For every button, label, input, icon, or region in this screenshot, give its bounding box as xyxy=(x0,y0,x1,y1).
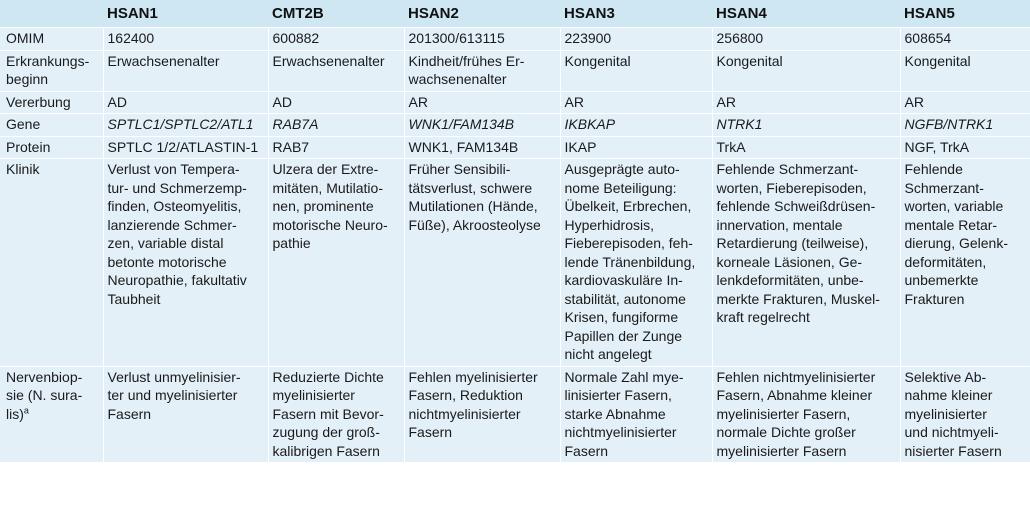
cell-text-line: nicht angelegt xyxy=(564,346,652,362)
cell-text-line: NGF, TrkA xyxy=(904,138,970,155)
cell-text-line: lenkdeformitäten, unbe- xyxy=(716,272,864,288)
cell-text-line: motorische Neuro- xyxy=(272,216,388,233)
table-cell xyxy=(103,28,268,51)
table-cell xyxy=(712,114,900,137)
cell-text-line: mitäten, Mutilatio- xyxy=(272,179,383,196)
cell-text-line: Papillen der Zunge xyxy=(564,327,683,344)
table-cell xyxy=(712,136,900,159)
cell-text-line: AR xyxy=(904,93,924,110)
cell-text-line: merkte Frakturen, Muskel- xyxy=(716,290,880,307)
column-header: HSAN4 xyxy=(716,4,767,22)
table-cell xyxy=(900,50,1030,91)
table-cell xyxy=(900,28,1030,51)
cell-text-line: Neuropathie, fakultativ xyxy=(107,272,247,288)
table-cell xyxy=(103,366,268,462)
row-label xyxy=(0,114,103,137)
table-cell xyxy=(560,50,712,91)
table-cell xyxy=(103,91,268,114)
row-label xyxy=(0,28,103,51)
table-row xyxy=(0,366,1030,462)
row-label-line: OMIM xyxy=(6,30,45,46)
table-cell xyxy=(900,91,1030,114)
cell-text-line: tätsverlust, schwere xyxy=(408,179,533,196)
cell-text-line: Mutilationen (Hände, xyxy=(408,198,538,214)
cell-text-line: 162400 xyxy=(107,30,155,46)
cell-text-line: NGFB/NTRK1 xyxy=(904,116,994,132)
header-row xyxy=(0,0,1030,28)
table-cell xyxy=(103,136,268,159)
cell-text-line: SPTLC 1/2/ATLASTIN-1 xyxy=(107,138,259,155)
cell-text-line: starke Abnahme xyxy=(564,405,666,422)
cell-text-line: Fehlende Schmerzant- xyxy=(716,161,859,177)
cell-text-line: Krisen, fungiforme xyxy=(564,309,679,325)
table-cell xyxy=(103,50,268,91)
row-label xyxy=(0,50,103,91)
table-cell xyxy=(900,136,1030,159)
cell-text-line: fehlende Schweißdrüsen- xyxy=(716,198,876,214)
cell-text-line: Fehlen myelinisierter xyxy=(408,368,538,385)
table-cell xyxy=(268,50,404,91)
cell-text-line: Reduzierte Dichte xyxy=(272,368,384,385)
cell-text-line: AD xyxy=(107,93,127,110)
table-cell xyxy=(900,366,1030,462)
cell-text-line: lanzierende Schmer- xyxy=(107,216,237,233)
cell-text-line: lende Tränenbildung, xyxy=(564,253,696,270)
row-label-line: sie (N. sura- xyxy=(6,387,83,403)
cell-text-line: und nichtmyeli- xyxy=(904,424,999,440)
row-label-line: Gene xyxy=(6,116,41,132)
cell-text-line: myelinisierter Fasern, xyxy=(716,405,851,422)
cell-text-line: deformitäten, xyxy=(904,253,987,270)
cell-text-line: RAB7A xyxy=(272,116,319,132)
cell-text-line: Erwachsenenalter xyxy=(272,52,385,69)
cell-text-line: Kindheit/frühes Er- xyxy=(408,52,525,69)
cell-text-line: zen, variable distal xyxy=(107,235,224,251)
table-cell xyxy=(404,136,560,159)
cell-text-line: 600882 xyxy=(272,30,320,46)
column-header: HSAN1 xyxy=(107,4,158,22)
cell-text-line: innervation, mentale xyxy=(716,216,843,233)
column-header: HSAN3 xyxy=(564,4,615,22)
cell-text-line: Schmerzant- xyxy=(904,179,984,196)
table-cell xyxy=(268,159,404,367)
cell-text-line: kardiovaskuläre In- xyxy=(564,272,683,288)
cell-text-line: 608654 xyxy=(904,30,952,46)
table-cell xyxy=(560,91,712,114)
table-cell xyxy=(268,114,404,137)
cell-text-line: Früher Sensibili- xyxy=(408,161,511,177)
cell-text-line: RAB7 xyxy=(272,138,310,155)
cell-text-line: tur- und Schmerzemp- xyxy=(107,179,247,196)
cell-text-line: Verlust von Tempera- xyxy=(107,161,240,177)
cell-text-line: SPTLC1/SPTLC2/ATL1 xyxy=(107,116,254,132)
cell-text-line: nahme kleiner xyxy=(904,387,993,403)
table-cell xyxy=(560,366,712,462)
cell-text-line: Retardierung (teilweise), xyxy=(716,235,869,251)
row-label-line: lis) xyxy=(6,405,24,422)
table-cell xyxy=(900,159,1030,367)
table-cell xyxy=(900,114,1030,137)
table-cell xyxy=(712,91,900,114)
cell-text-line: AR xyxy=(716,93,736,110)
cell-text-line: worten, Fieberepisoden, xyxy=(716,179,867,196)
table-cell xyxy=(560,159,712,367)
cell-text-line: Fieberepisoden, feh- xyxy=(564,235,693,251)
cell-text-line: dierung, Gelenk- xyxy=(904,235,1009,251)
cell-text-line: kalibrigen Fasern xyxy=(272,442,380,459)
cell-text-line: ter und myelinisierter xyxy=(107,387,238,403)
column-header: CMT2B xyxy=(272,4,324,22)
cell-text-line: Fasern, Reduktion xyxy=(408,387,523,403)
table-cell xyxy=(268,366,404,462)
cell-text-line: Fasern mit Bevor- xyxy=(272,405,384,422)
cell-text-line: myelinisierter xyxy=(904,405,987,422)
cell-text-line: Ulzera der Extre- xyxy=(272,161,379,177)
table-row xyxy=(0,28,1030,51)
cell-text-line: Übelkeit, Erbrechen, xyxy=(564,198,692,214)
table-cell xyxy=(404,366,560,462)
cell-text-line: myelinisierter Fasern xyxy=(716,442,847,459)
table-cell xyxy=(103,114,268,137)
table-cell xyxy=(404,50,560,91)
cell-text-line: Hyperhidrosis, xyxy=(564,216,654,233)
cell-text-line: betonte motorische xyxy=(107,253,227,270)
cell-text-line: mentale Retar- xyxy=(904,216,998,233)
table-cell xyxy=(268,136,404,159)
row-label-line: beginn xyxy=(6,71,49,87)
cell-text-line: Kongenital xyxy=(904,52,971,69)
cell-text-line: Fasern xyxy=(408,424,453,440)
cell-text-line: zugung der groß- xyxy=(272,424,380,440)
table-header xyxy=(0,0,1030,28)
cell-text-line: Fasern, Abnahme kleiner xyxy=(716,387,873,403)
row-label-line: Erkrankungs- xyxy=(6,52,90,69)
row-label xyxy=(0,91,103,114)
table-cell xyxy=(404,28,560,51)
table-cell xyxy=(712,28,900,51)
table-cell xyxy=(560,28,712,51)
cell-text-line: IKBKAP xyxy=(564,116,616,132)
cell-text-line: nome Beteiligung: xyxy=(564,179,677,196)
table-cell xyxy=(404,91,560,114)
cell-text-line: AD xyxy=(272,93,292,110)
table-cell xyxy=(560,136,712,159)
table-cell xyxy=(404,159,560,367)
cell-text-line: Normale Zahl mye- xyxy=(564,368,684,385)
row-label xyxy=(0,366,103,462)
cell-text-line: Fehlende xyxy=(904,161,963,177)
cell-text-line: Frakturen xyxy=(904,290,965,307)
table-cell xyxy=(560,114,712,137)
table-cell xyxy=(268,28,404,51)
row-label-line: Protein xyxy=(6,138,51,155)
cell-text-line: Erwachsenenalter xyxy=(107,52,220,69)
cell-text-line: Ausgeprägte auto- xyxy=(564,161,680,177)
cell-text-line: linisierter Fasern, xyxy=(564,387,672,403)
cell-text-line: nen, prominente xyxy=(272,198,374,214)
cell-text-line: TrkA xyxy=(716,138,746,155)
column-header: HSAN5 xyxy=(904,4,955,22)
cell-text-line: NTRK1 xyxy=(716,116,763,132)
cell-text-line: nisierter Fasern xyxy=(904,442,1002,459)
table-body xyxy=(0,28,1030,463)
cell-text-line: kraft regelrecht xyxy=(716,309,810,325)
row-label-line: Klinik xyxy=(6,161,40,177)
table-cell xyxy=(712,366,900,462)
cell-text-line: WNK1, FAM134B xyxy=(408,138,519,155)
header-corner xyxy=(0,0,103,28)
cell-text-line: korneale Läsionen, Ge- xyxy=(716,253,863,270)
table-cell xyxy=(712,50,900,91)
cell-text-line: pathie xyxy=(272,235,311,251)
cell-text-line: nichtmyelinisierter xyxy=(408,405,521,422)
row-label xyxy=(0,136,103,159)
footnote-marker: a xyxy=(23,404,29,415)
cell-text-line: Kongenital xyxy=(716,52,783,69)
cell-text-line: worten, variable xyxy=(904,198,1004,214)
cell-text-line: Fasern xyxy=(107,405,152,422)
cell-text-line: myelinisierter xyxy=(272,387,355,403)
row-label-line: Nervenbiop- xyxy=(6,368,83,385)
cell-text-line: nichtmyelinisierter xyxy=(564,424,677,440)
cell-text-line: wachsenenalter xyxy=(408,71,507,87)
cell-text-line: stabilität, autonome xyxy=(564,290,686,307)
table-row xyxy=(0,114,1030,137)
cell-text-line: IKAP xyxy=(564,138,597,155)
table-row xyxy=(0,50,1030,91)
table-cell xyxy=(712,159,900,367)
cell-text-line: Verlust unmyelinisier- xyxy=(107,368,241,385)
cell-text-line: WNK1/FAM134B xyxy=(408,116,515,132)
table-row xyxy=(0,91,1030,114)
table-cell xyxy=(103,159,268,367)
table-row xyxy=(0,159,1030,367)
row-label-line: Vererbung xyxy=(6,93,71,110)
cell-text-line: Selektive Ab- xyxy=(904,368,987,385)
cell-text-line: AR xyxy=(408,93,428,110)
cell-text-line: 256800 xyxy=(716,30,764,46)
table-row xyxy=(0,136,1030,159)
cell-text-line: unbemerkte xyxy=(904,272,979,288)
row-label xyxy=(0,159,103,367)
cell-text-line: Kongenital xyxy=(564,52,631,69)
table-cell xyxy=(268,91,404,114)
cell-text-line: Fasern xyxy=(564,442,609,459)
cell-text-line: Füße), Akroosteolyse xyxy=(408,216,541,233)
cell-text-line: Fehlen nichtmyelinisierter xyxy=(716,368,876,385)
cell-text-line: finden, Osteomyelitis, xyxy=(107,198,242,214)
cell-text-line: Taubheit xyxy=(107,290,161,307)
cell-text-line: normale Dichte großer xyxy=(716,424,856,440)
table-cell xyxy=(404,114,560,137)
cell-text-line: AR xyxy=(564,93,584,110)
cell-text-line: 223900 xyxy=(564,30,612,46)
column-header: HSAN2 xyxy=(408,4,459,22)
cell-text-line: 201300/613115 xyxy=(408,30,505,46)
